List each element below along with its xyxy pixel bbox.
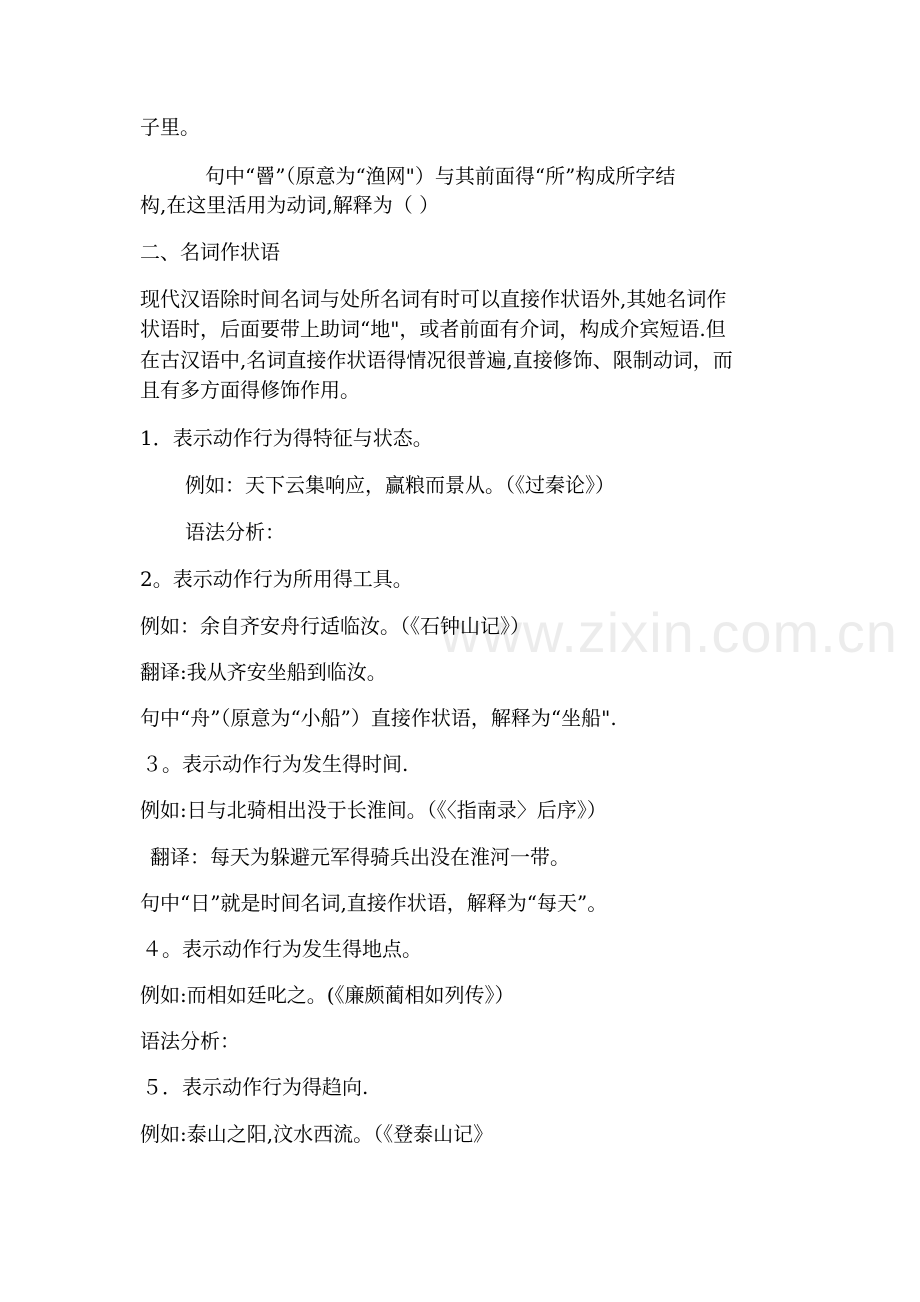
- watermark-text: www.zixin.com.cn: [440, 601, 898, 664]
- example-line: 例如：余自齐安舟行适临汝。（《石钟山记》）: [140, 614, 530, 638]
- list-item: 2。表示动作行为所用得工具。: [140, 567, 413, 591]
- text-line: 语法分析：: [140, 1029, 240, 1053]
- list-item: ３。表示动作行为发生得时间.: [142, 752, 409, 776]
- translation-line: 翻译：每天为躲避元军得骑兵出没在淮河一带。: [150, 845, 570, 869]
- translation-line: 翻译:我从齐安坐船到临汝。: [140, 660, 387, 684]
- text-line: 现代汉语除时间名词与处所名词有时可以直接作状语外,其她名词作: [140, 287, 727, 311]
- section-heading: 二、名词作状语: [140, 240, 280, 264]
- list-item: 1．表示动作行为得特征与状态。: [140, 426, 433, 450]
- text-line: 子里。: [140, 115, 200, 139]
- list-item: ４。表示动作行为发生得地点。: [142, 937, 422, 961]
- list-item: ５．表示动作行为得趋向.: [142, 1075, 369, 1099]
- text-line: 句中“舟”（原意为“小船”）直接作状语，解释为“坐船".: [140, 706, 617, 730]
- example-line: 例如:而相如廷叱之。(《廉颇蔺相如列传》）: [140, 983, 515, 1007]
- text-line: 在古汉语中,名词直接作状语得情况很普遍,直接修饰、限制动词，而: [140, 348, 733, 372]
- text-line: 且有多方面得修饰作用。: [140, 378, 360, 402]
- text-line: 构,在这里活用为动词,解释为（ ）: [140, 193, 440, 217]
- text-line: 状语时，后面要带上助词“地"，或者前面有介词，构成介宾短语.但: [140, 317, 726, 341]
- text-line: 句中“日”就是时间名词,直接作状语，解释为“每天”。: [140, 891, 608, 915]
- example-line: 例如:日与北骑相出没于长淮间。（《〈指南录〉后序》）: [140, 798, 607, 822]
- text-line: 句中“罾”（原意为“渔网"）与其前面得“所”构成所字结: [205, 164, 676, 188]
- text-line: 语法分析：: [185, 520, 285, 544]
- example-line: 例如：天下云集响应，赢粮而景从。（《过秦论》）: [185, 473, 615, 497]
- example-line: 例如:泰山之阳,汶水西流。（《登泰山记》: [140, 1122, 494, 1146]
